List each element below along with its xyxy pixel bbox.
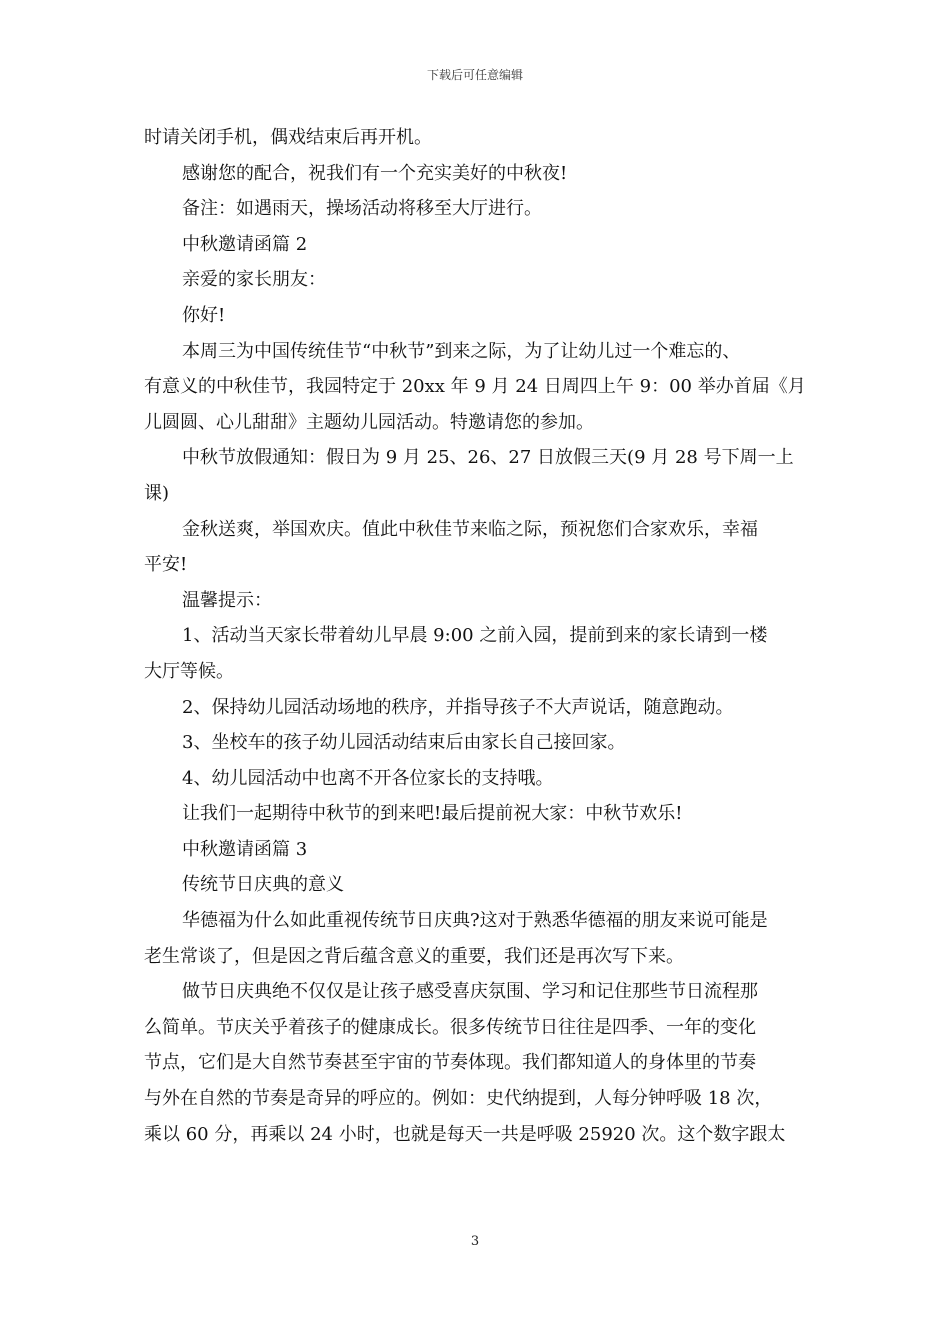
document-body: [144, 120, 808, 1152]
text-line: 本周三为中国传统佳节“中秋节”到来之际，为了让幼儿过一个难忘的、: [182, 340, 741, 362]
page-number: 3: [470, 1234, 480, 1249]
page-header: 下载后可任意编辑: [426, 68, 523, 82]
text-line: 金秋送爽，举国欢庆。值此中秋佳节来临之际，预祝您们合家欢乐，幸福: [182, 518, 758, 540]
text-line: 与外在自然的节奏是奇异的呼应的。例如：史代纳提到，人每分钟呼吸 18 次，: [144, 1088, 773, 1110]
text-line: 传统节日庆典的意义: [182, 874, 344, 896]
text-line: 让我们一起期待中秋节的到来吧!最后提前祝大家：中秋节欢乐!: [182, 803, 683, 825]
text-line: 平安!: [144, 554, 188, 576]
text-line: 你好!: [182, 304, 226, 326]
text-line: 时请关闭手机，偶戏结束后再开机。: [144, 127, 432, 148]
text-line: 么简单。节庆关乎着孩子的健康成长。很多传统节日往往是四季、一年的变化: [144, 1016, 756, 1038]
text-line: 有意义的中秋佳节，我园特定于 20xx 年 9 月 24 日周四上午 9：00 举办首届《月: [144, 376, 806, 398]
text-line: 2、保持幼儿园活动场地的秩序，并指导孩子不大声说话，随意跑动。: [182, 696, 734, 718]
text-line: 感谢您的配合，祝我们有一个充实美好的中秋夜!: [182, 162, 568, 184]
text-line: 亲爱的家长朋友：: [182, 269, 326, 291]
text-line: 中秋邀请函篇 2: [182, 233, 308, 255]
text-line: 儿圆圆、心儿甜甜》主题幼儿园活动。特邀请您的参加。: [144, 411, 594, 433]
text-line: 中秋邀请函篇 3: [182, 838, 308, 860]
text-line: 中秋节放假通知：假日为 9 月 25、26、27 日放假三天(9 月 28 号下周一上: [182, 447, 794, 469]
text-line: 老生常谈了，但是因之背后蕴含意义的重要，我们还是再次写下来。: [144, 945, 684, 967]
text-line: 节点，它们是大自然节奏甚至宇宙的节奏体现。我们都知道人的身体里的节奏: [144, 1052, 756, 1074]
text-line: 课): [144, 482, 170, 504]
text-line: 备注：如遇雨天，操场活动将移至大厅进行。: [182, 198, 542, 220]
text-line: 温馨提示：: [182, 589, 272, 611]
text-line: 乘以 60 分，再乘以 24 小时，也就是每天一共是呼吸 25920 次。这个数字跟太: [144, 1123, 786, 1145]
text-line: 做节日庆典绝不仅仅是让孩子感受喜庆氛围、学习和记住那些节日流程那: [182, 981, 758, 1003]
text-line: 大厅等候。: [144, 660, 234, 682]
text-line: 4、幼儿园活动中也离不开各位家长的支持哦。: [182, 767, 554, 789]
text-line: 1、活动当天家长带着幼儿早晨 9:00 之前入园，提前到来的家长请到一楼: [182, 625, 768, 647]
text-line: 华德福为什么如此重视传统节日庆典?这对于熟悉华德福的朋友来说可能是: [182, 910, 768, 932]
text-line: 3、坐校车的孩子幼儿园活动结束后由家长自己接回家。: [182, 732, 626, 754]
